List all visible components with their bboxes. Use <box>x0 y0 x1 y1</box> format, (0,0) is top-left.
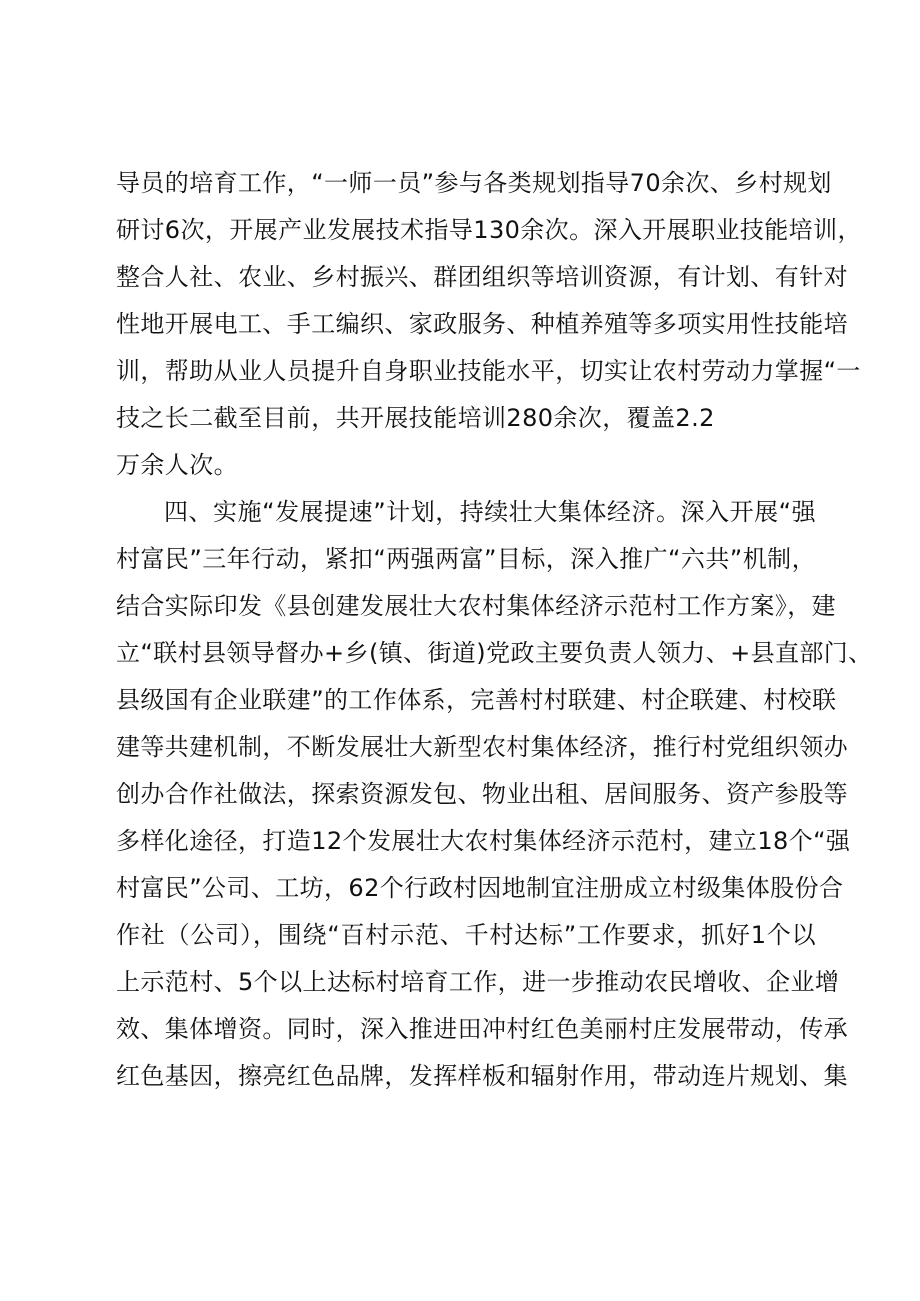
text-line: 训，帮助从业人员提升自身职业技能水平，切实让农村劳动力掌握“一 <box>116 357 861 385</box>
text-line: 整合人社、农业、乡村振兴、群团组织等培训资源，有计划、有针对 <box>116 263 848 291</box>
text-line: 作社（公司），围绕“百村示范、千村达标”工作要求，抓好1个以 <box>116 921 816 949</box>
text-line: 多样化途径，打造12个发展壮大农村集体经济示范村，建立18个“强 <box>116 827 851 855</box>
body-text <box>116 160 873 1100</box>
text-line: 立“联村县领导督办+乡(镇、街道)党政主要负责人领力、+县直部门、 <box>116 639 873 667</box>
text-line: 效、集体增资。同时，深入推进田冲村红色美丽村庄发展带动，传承 <box>116 1015 848 1043</box>
text-line: 创办合作社做法，探索资源发包、物业出租、居间服务、资产参股等 <box>116 780 848 808</box>
text-line: 万余人次。 <box>116 451 238 479</box>
text-line: 研讨6次，开展产业发展技术指导130余次。深入开展职业技能培训， <box>116 216 862 244</box>
text-line: 导员的培育工作，“一师一员”参与各类规划指导70余次、乡村规划 <box>116 169 832 197</box>
paragraph-2 <box>116 489 873 1100</box>
text-line: 上示范村、5个以上达标村培育工作，进一步推动农民增收、企业增 <box>116 968 840 996</box>
text-line: 红色基因，擦亮红色品牌，发挥样板和辐射作用，带动连片规划、集 <box>116 1062 848 1090</box>
text-line: 村富民”三年行动，紧扣“两强两富”目标，深入推广“六共”机制， <box>116 545 816 573</box>
paragraph-1 <box>116 160 862 489</box>
text-line: 建等共建机制，不断发展壮大新型农村集体经济，推行村党组织领办 <box>116 733 848 761</box>
text-line: 村富民”公司、工坊，62个行政村因地制宜注册成立村级集体股份合 <box>116 874 844 902</box>
text-line: 性地开展电工、手工编织、家政服务、种植养殖等多项实用性技能培 <box>116 310 848 338</box>
text-line: 县级国有企业联建”的工作体系，完善村村联建、村企联建、村校联 <box>116 686 837 714</box>
text-line: 四、实施“发展提速”计划，持续壮大集体经济。深入开展“强 <box>164 498 816 526</box>
text-line: 结合实际印发《县创建发展壮大农村集体经济示范村工作方案》，建 <box>116 592 836 620</box>
text-line: 技之长二截至目前，共开展技能培训280余次，覆盖2.2 <box>116 404 715 432</box>
